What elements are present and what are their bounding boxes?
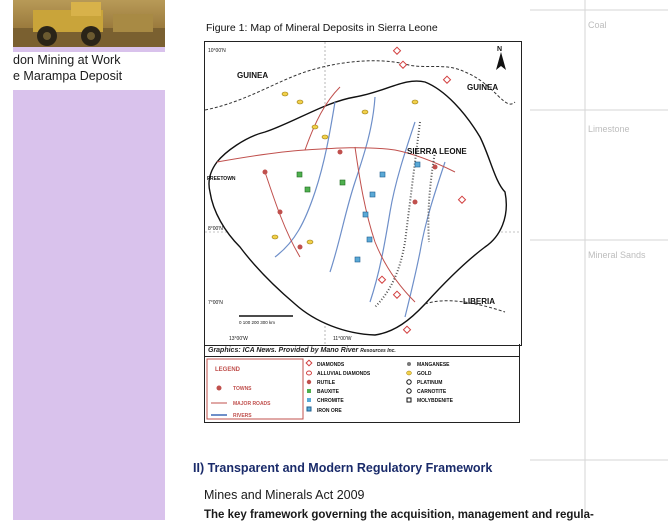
bauxite-symbol <box>307 389 311 393</box>
legend-chromite: CHROMITE <box>317 398 344 404</box>
platinum-symbol <box>407 380 411 384</box>
section-body: The key framework governing the acquisition, management and regula- <box>204 509 594 521</box>
map-lon-right: 11°00'W <box>333 336 352 342</box>
legend-towns-symbol <box>217 386 222 391</box>
legend-title: LEGEND <box>215 367 241 373</box>
map-lat-top: 10°00'N <box>208 48 226 54</box>
mineral-map <box>204 41 522 346</box>
legend-roads: MAJOR ROADS <box>233 401 271 407</box>
bg-cell-mineral-sands: Mineral Sands <box>588 250 646 260</box>
legend-gold: GOLD <box>417 371 432 377</box>
legend-alluvial: ALLUVIAL DIAMONDS <box>317 371 371 377</box>
caption-line-2: e Marampa Deposit <box>13 69 123 83</box>
iron-ore-symbol <box>307 407 311 411</box>
caption-line-1: don Mining at Work <box>13 53 121 67</box>
map-scale: 0 100 200 300 km <box>239 320 276 325</box>
gold-symbol <box>407 371 412 375</box>
mining-photo <box>13 0 165 47</box>
section-title: II) Transparent and Modern Regulatory Framework <box>193 461 493 475</box>
legend-rutile: RUTILE <box>317 380 336 386</box>
legend-diamonds: DIAMONDS <box>317 362 345 368</box>
map-label-guinea-left: GUINEA <box>237 71 269 80</box>
section-subtitle: Mines and Minerals Act 2009 <box>204 488 365 502</box>
map-label-freetown: FREETOWN <box>207 176 236 182</box>
manganese-symbol <box>407 362 411 366</box>
legend-iron-ore: IRON ORE <box>317 408 342 414</box>
figure-title: Figure 1: Map of Mineral Deposits in Sierra Leone <box>206 22 438 34</box>
north-arrow-icon <box>496 46 506 70</box>
legend-towns: TOWNS <box>233 386 252 392</box>
map-lon-left: 13°00'W <box>229 336 248 342</box>
map-label-liberia: LIBERIA <box>463 297 495 306</box>
bg-cell-limestone: Limestone <box>588 124 630 134</box>
map-label-guinea-right: GUINEA <box>467 83 499 92</box>
molybdenite-symbol <box>407 398 411 402</box>
svg-text:N: N <box>497 46 503 53</box>
legend-platinum: PLATINUM <box>417 380 443 386</box>
map-legend <box>204 357 520 423</box>
photo-caption <box>13 52 165 90</box>
legend-molybdenite: MOLYBDENITE <box>417 398 453 404</box>
bg-cell-coal: Coal <box>588 20 607 30</box>
map-lat-mid: 8°00'N <box>208 226 223 232</box>
alluvial-diamond-symbol <box>307 371 312 375</box>
credit-small-text: Resources Inc. <box>360 348 396 354</box>
legend-bauxite: BAUXITE <box>317 389 339 395</box>
background-table <box>530 0 668 520</box>
map-lat-bottom: 7°00'N <box>208 300 223 306</box>
legend-manganese: MANGANESE <box>417 362 450 368</box>
figure-credit <box>204 344 520 357</box>
legend-carnotite: CARNOTITE <box>417 389 447 395</box>
diamond-symbol <box>306 360 312 366</box>
legend-rivers: RIVERS <box>233 413 252 419</box>
map-label-sierra-leone: SIERRA LEONE <box>407 147 467 156</box>
rutile-symbol <box>307 380 311 384</box>
chromite-symbol <box>307 398 311 402</box>
carnotite-symbol <box>407 389 411 393</box>
credit-text: Graphics: ICA News. Provided by Mano River <box>208 347 359 354</box>
